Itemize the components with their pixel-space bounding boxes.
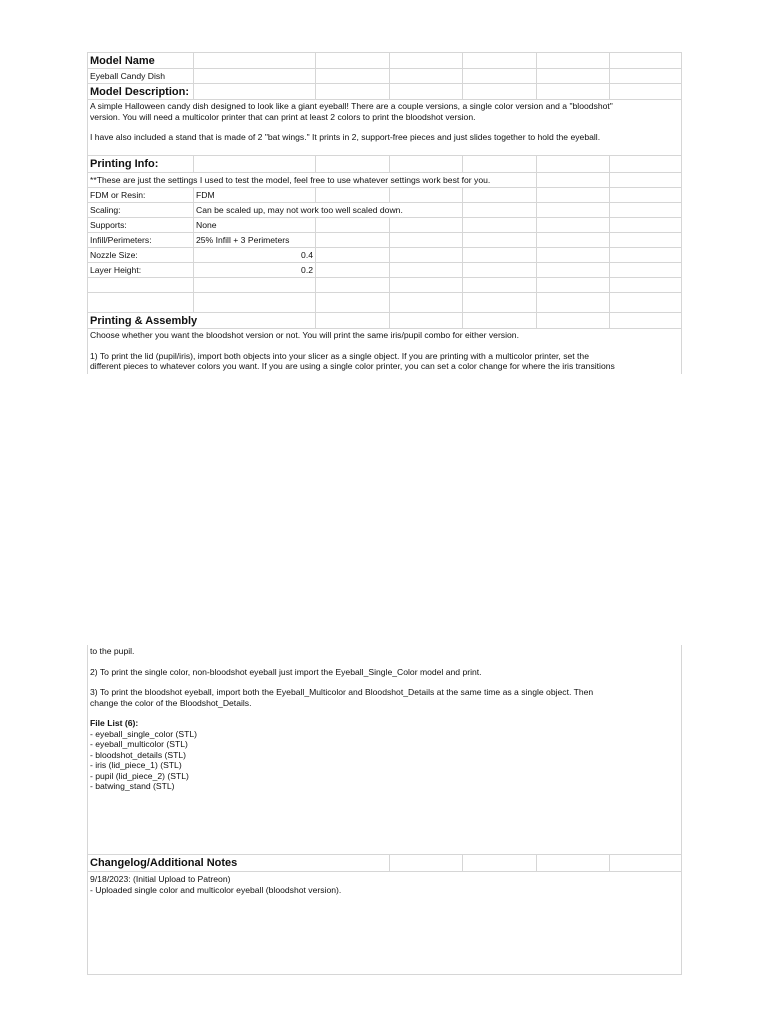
- setting-value: Can be scaled up, may not work too well scaled down.: [194, 203, 462, 217]
- setting-value: 25% Infill + 3 Perimeters: [194, 233, 315, 247]
- setting-label: FDM or Resin:: [88, 188, 193, 202]
- file-list-item: - bloodshot_details (STL): [90, 749, 187, 760]
- printing-assembly-header-row[interactable]: [88, 313, 681, 329]
- model-name-heading: Model Name: [90, 54, 155, 67]
- model-description-heading: Model Description:: [90, 85, 190, 98]
- printing-assembly-heading: Printing & Assembly: [90, 314, 198, 327]
- file-list-item: - batwing_stand (STL): [90, 781, 175, 791]
- description-line-2: version. You will need a multicolor printer that can print at least 2 colors to print the bloodshot version.: [90, 111, 476, 122]
- file-list-item: - pupil (lid_piece_2) (STL): [90, 770, 189, 781]
- printing-info-note: **These are just the settings I used to test the model, feel free to use whatever settings work best for you.: [88, 173, 536, 187]
- model-name-header-row[interactable]: [88, 53, 681, 69]
- spreadsheet-page-bottom: [87, 645, 682, 975]
- empty-row[interactable]: [88, 293, 681, 313]
- printing-info-heading: Printing Info:: [90, 158, 159, 170]
- setting-value: FDM: [194, 188, 315, 202]
- model-description-header-row[interactable]: [88, 84, 681, 100]
- assembly-step-1-line-2: different pieces to whatever colors you want. If you are using a single color printer, you can set a color change for where the iris transitions: [90, 361, 615, 371]
- setting-row-infill[interactable]: [88, 233, 681, 248]
- setting-label: Infill/Perimeters:: [88, 233, 193, 247]
- file-list-heading: File List (6):: [90, 718, 139, 728]
- assembly-step-3-line-1: 3) To print the bloodshot eyeball, import both the Eyeball_Multicolor and Bloodshot_Details at the same time as a single object. Then: [90, 687, 594, 697]
- spreadsheet-page-top: [87, 52, 682, 374]
- model-description-text: [88, 100, 681, 155]
- setting-label: Nozzle Size:: [88, 248, 193, 262]
- printing-assembly-cell-bottom[interactable]: [88, 645, 681, 855]
- changelog-header-row[interactable]: [88, 855, 681, 872]
- assembly-intro: Choose whether you want the bloodshot version or not. You will print the same iris/pupil combo for either version.: [90, 330, 519, 340]
- description-line-1: A simple Halloween candy dish designed to look like a giant eyeball! There are a couple versions, a single color version and a "bloodshot": [90, 101, 613, 111]
- setting-row-fdm[interactable]: [88, 188, 681, 203]
- changelog-line-2: - Uploaded single color and multicolor eyeball (bloodshot version).: [90, 884, 342, 895]
- setting-label: Scaling:: [88, 203, 193, 217]
- setting-row-nozzle[interactable]: [88, 248, 681, 263]
- printing-info-header-row[interactable]: [88, 156, 681, 173]
- printing-assembly-cell-top[interactable]: [88, 329, 681, 374]
- setting-row-scaling[interactable]: [88, 203, 681, 218]
- printing-info-note-row[interactable]: [88, 173, 681, 188]
- setting-value: 0.2: [194, 263, 315, 277]
- setting-value: None: [194, 218, 315, 232]
- printing-assembly-text-top: [88, 329, 681, 374]
- assembly-step-3-line-2: change the color of the Bloodshot_Details.: [90, 697, 252, 708]
- file-list-item: - iris (lid_piece_1) (STL): [90, 760, 182, 770]
- changelog-cell[interactable]: [88, 872, 681, 975]
- setting-label: Layer Height:: [88, 263, 193, 277]
- assembly-step-2: 2) To print the single color, non-bloodshot eyeball just import the Eyeball_Single_Color model and print.: [90, 666, 482, 677]
- description-line-3: I have also included a stand that is made of 2 "bat wings." It prints in 2, support-free pieces and just slides together to hold the eyeball.: [90, 132, 601, 142]
- setting-row-layer-height[interactable]: [88, 263, 681, 278]
- setting-row-supports[interactable]: [88, 218, 681, 233]
- changelog-line-1: 9/18/2023: (Initial Upload to Patreon): [90, 874, 231, 884]
- assembly-step-1-line-1: 1) To print the lid (pupil/iris), import both objects into your slicer as a single object. If you are printing with a multicolor printer, set the: [90, 350, 589, 361]
- assembly-step-1-line-3: to the pupil.: [90, 646, 135, 656]
- changelog-heading: Changelog/Additional Notes: [90, 857, 238, 869]
- file-list-item: - eyeball_single_color (STL): [90, 728, 197, 739]
- model-name-value: Eyeball Candy Dish: [88, 69, 193, 83]
- setting-label: Supports:: [88, 218, 193, 232]
- changelog-text: [88, 873, 681, 975]
- file-list-item: - eyeball_multicolor (STL): [90, 739, 188, 749]
- printing-assembly-text-bottom: [88, 645, 681, 854]
- model-name-value-row[interactable]: [88, 69, 681, 84]
- empty-row[interactable]: [88, 278, 681, 293]
- setting-value: 0.4: [194, 248, 315, 262]
- model-description-cell[interactable]: [88, 100, 681, 156]
